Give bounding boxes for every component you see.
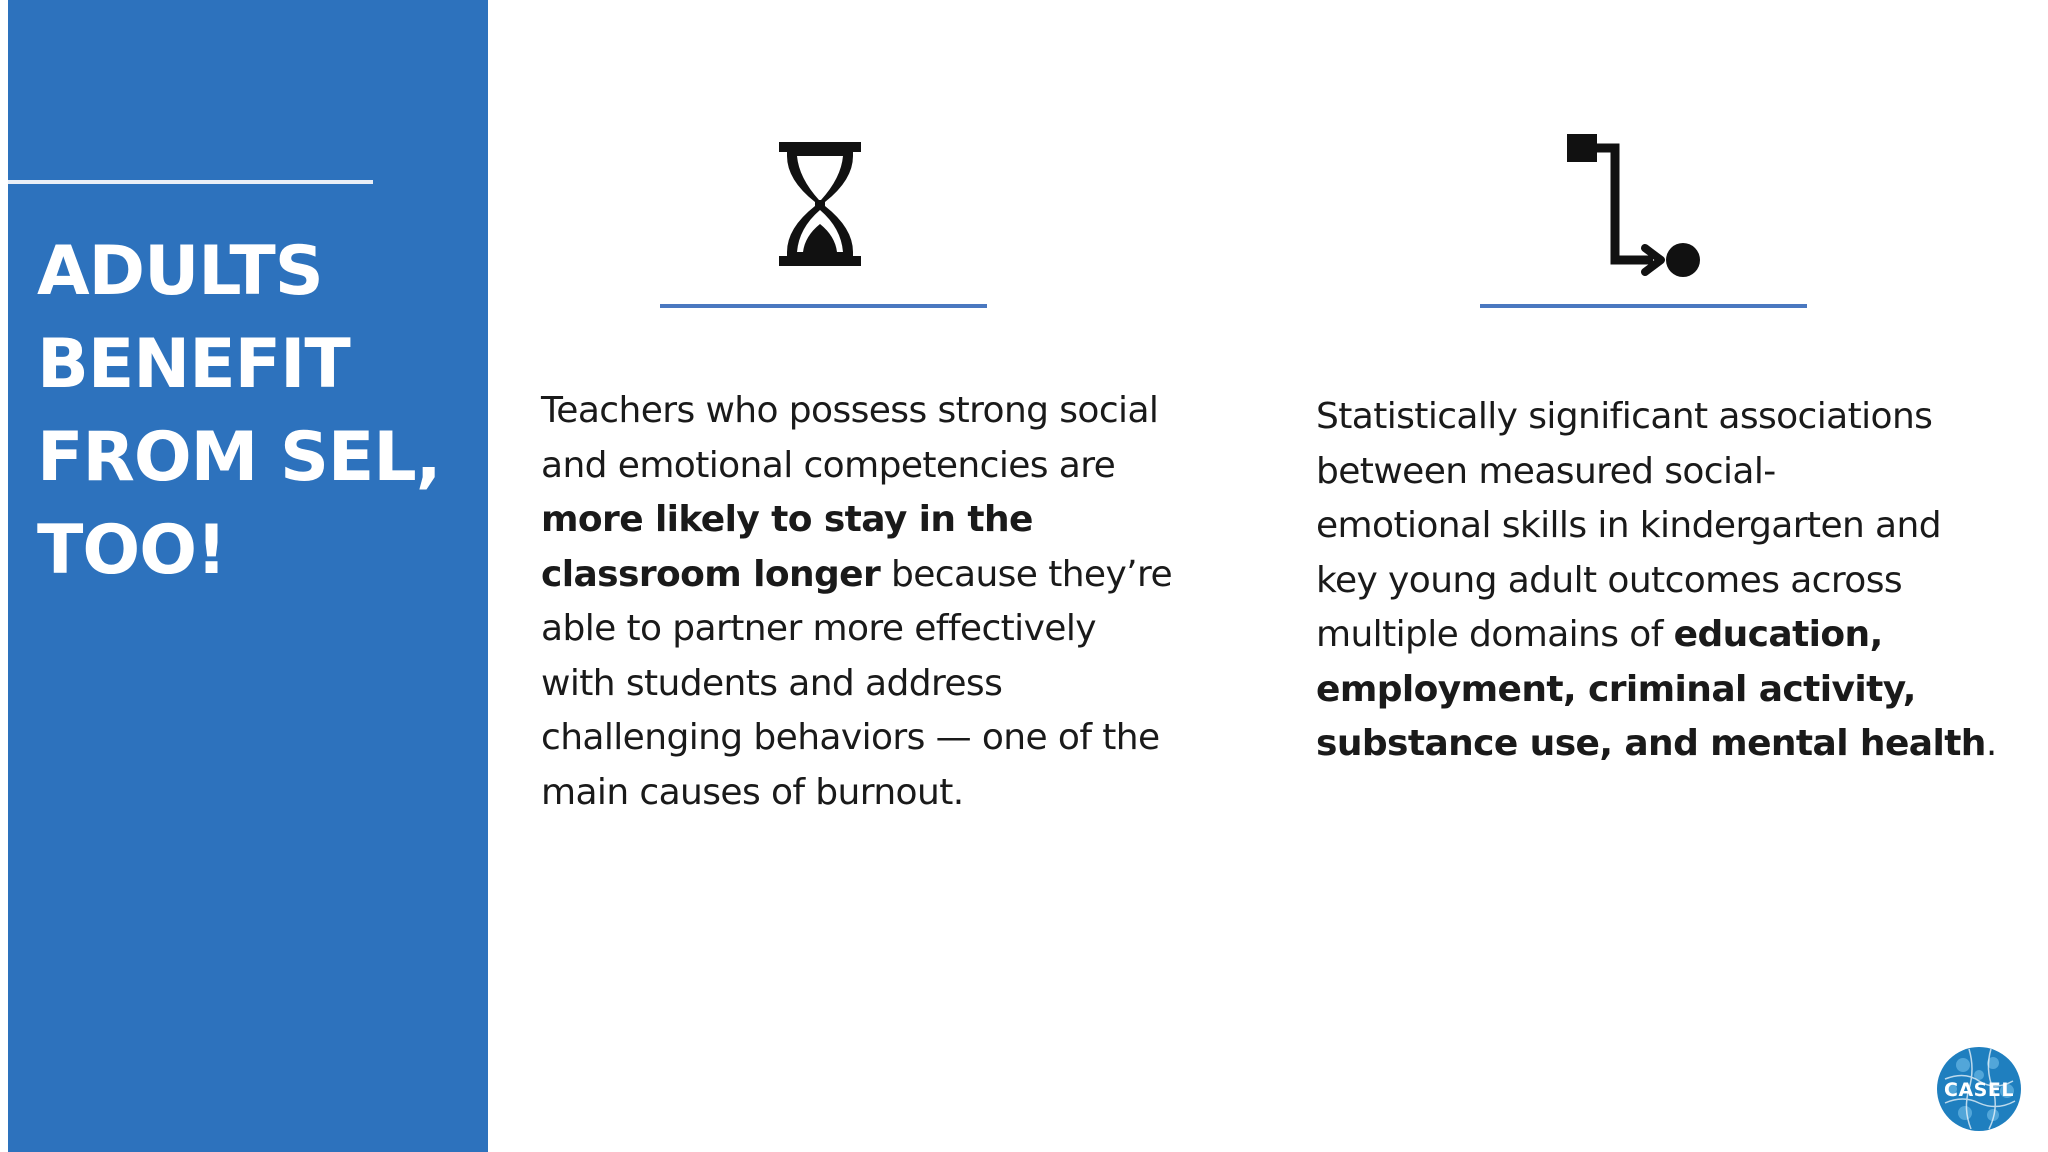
associations-paragraph — [1316, 390, 2016, 772]
casel-logo — [1935, 1045, 2023, 1133]
paragraph-line: and emotional competencies are — [541, 444, 1116, 486]
hourglass-icon — [775, 140, 865, 268]
slide-title-line: BENEFIT — [37, 325, 350, 404]
paragraph-line: Statistically significant associations — [1316, 396, 1933, 437]
sidebar-divider — [8, 180, 373, 184]
paragraph-line: main causes of burnout. — [541, 771, 964, 813]
column-divider — [1480, 304, 1807, 308]
paragraph-line: multiple domains of education, — [1316, 614, 1883, 655]
left-margin-strip — [0, 0, 8, 1152]
teachers-paragraph — [541, 384, 1211, 820]
paragraph-line: emotional skills in kindergarten and — [1316, 505, 1941, 546]
paragraph-line: between measured social- — [1316, 450, 1776, 492]
slide-title-line: ADULTS — [37, 232, 323, 311]
slide-title — [37, 225, 457, 597]
column-divider — [660, 304, 987, 308]
slide-title-line: TOO! — [37, 511, 227, 590]
paragraph-line: employment, criminal activity, — [1316, 668, 1916, 710]
paragraph-line: Teachers who possess strong social — [541, 390, 1159, 431]
paragraph-line: with students and address — [541, 662, 1003, 704]
paragraph-line: key young adult outcomes across — [1316, 559, 1902, 601]
paragraph-line: substance use, and mental health. — [1316, 723, 1997, 764]
paragraph-line: challenging behaviors — one of the — [541, 717, 1160, 758]
casel-logo-text: CASEL — [1944, 1079, 2014, 1101]
paragraph-line: classroom longer because they’re — [541, 553, 1172, 595]
path-icon — [1565, 132, 1725, 282]
paragraph-line: able to partner more effectively — [541, 608, 1096, 649]
paragraph-line: more likely to stay in the — [541, 499, 1033, 540]
slide-title-line: FROM SEL, — [37, 418, 441, 497]
